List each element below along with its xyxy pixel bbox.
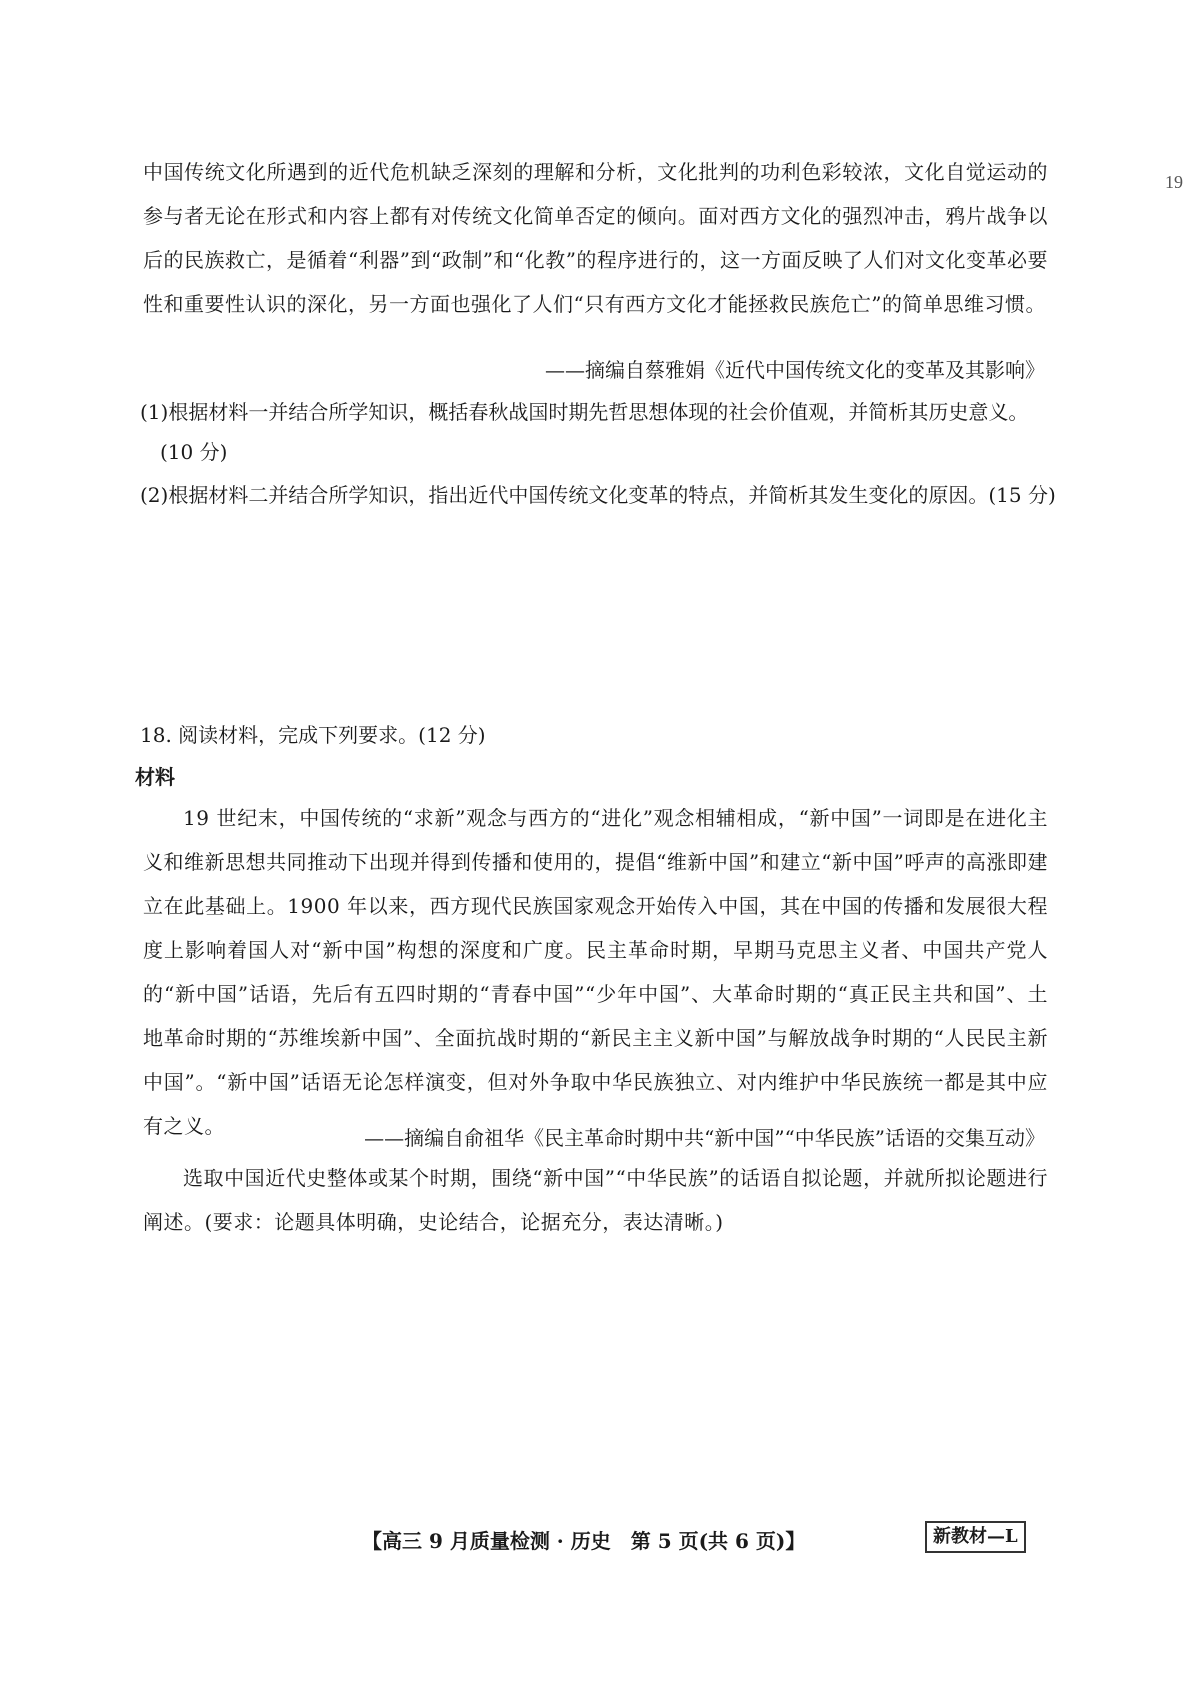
footer-title: 【高三 9 月质量检测 · 历史 第 5 页(共 6 页)】	[362, 1529, 806, 1553]
footer-badge: 新教材—L	[925, 1521, 1026, 1553]
material-two-source: ——摘编自蔡雅娟《近代中国传统文化的变革及其影响》	[545, 358, 1045, 382]
q18-material-text: 19 世纪末，中国传统的“求新”观念与西方的“进化”观念相辅相成，“新中国”一词即是在进化主义和维新思想共同推动下出现并得到传播和使用的，提倡“维新中国”和建立“新中国”呼声的高涨即建立在此基础上。1900 年以来，西方现代民族国家观念开始传入中国，其在中国的传播和发展很大程度上影响着国人对“新中国”构想的深度和广度。民主革命时期，早期马克思主义者、中国共产党人的“新中国”话语，先后有五四时期的“青春中国”“少年中国”、大革命时期的“真正民主共和国”、土地革命时期的“苏维埃新中国”、全面抗战时期的“新民主主义新中国”与解放战争时期的“人民民主新中国”。“新中国”话语无论怎样演变，但对外争取中华民族独立、对内维护中华民族统一都是其中应有之义。	[143, 806, 1048, 1138]
q18-source: ——摘编自俞祖华《民主革命时期中共“新中国”“中华民族”话语的交集互动》	[364, 1126, 1045, 1150]
q17-sub1-line1: (1)根据材料一并结合所学知识，概括春秋战国时期先哲思想体现的社会价值观，并简析其历史意义。	[140, 400, 1029, 424]
q18-task: 选取中国近代史整体或某个时期，围绕“新中国”“中华民族”的话语自拟论题，并就所拟论题进行阐述。(要求：论题具体明确，史论结合，论据充分，表达清晰。)	[143, 1166, 1048, 1234]
page-number: 19	[1165, 172, 1183, 192]
q17-sub2: (2)根据材料二并结合所学知识，指出近代中国传统文化变革的特点，并简析其发生变化的原因。(15 分)	[140, 483, 1056, 507]
q18-material-label: 材料	[135, 765, 175, 789]
q18-heading: 18. 阅读材料，完成下列要求。(12 分)	[140, 723, 486, 747]
material-two-continued-text: 中国传统文化所遇到的近代危机缺乏深刻的理解和分析，文化批判的功利色彩较浓，文化自觉运动的参与者无论在形式和内容上都有对传统文化简单否定的倾向。面对西方文化的强烈冲击，鸦片战争以后的民族救亡，是循着“利器”到“政制”和“化教”的程序进行的，这一方面反映了人们对文化变革必要性和重要性认识的深化，另一方面也强化了人们“只有西方文化才能拯救民族危亡”的简单思维习惯。	[143, 160, 1048, 316]
q17-sub1-line2: (10 分)	[160, 440, 228, 464]
